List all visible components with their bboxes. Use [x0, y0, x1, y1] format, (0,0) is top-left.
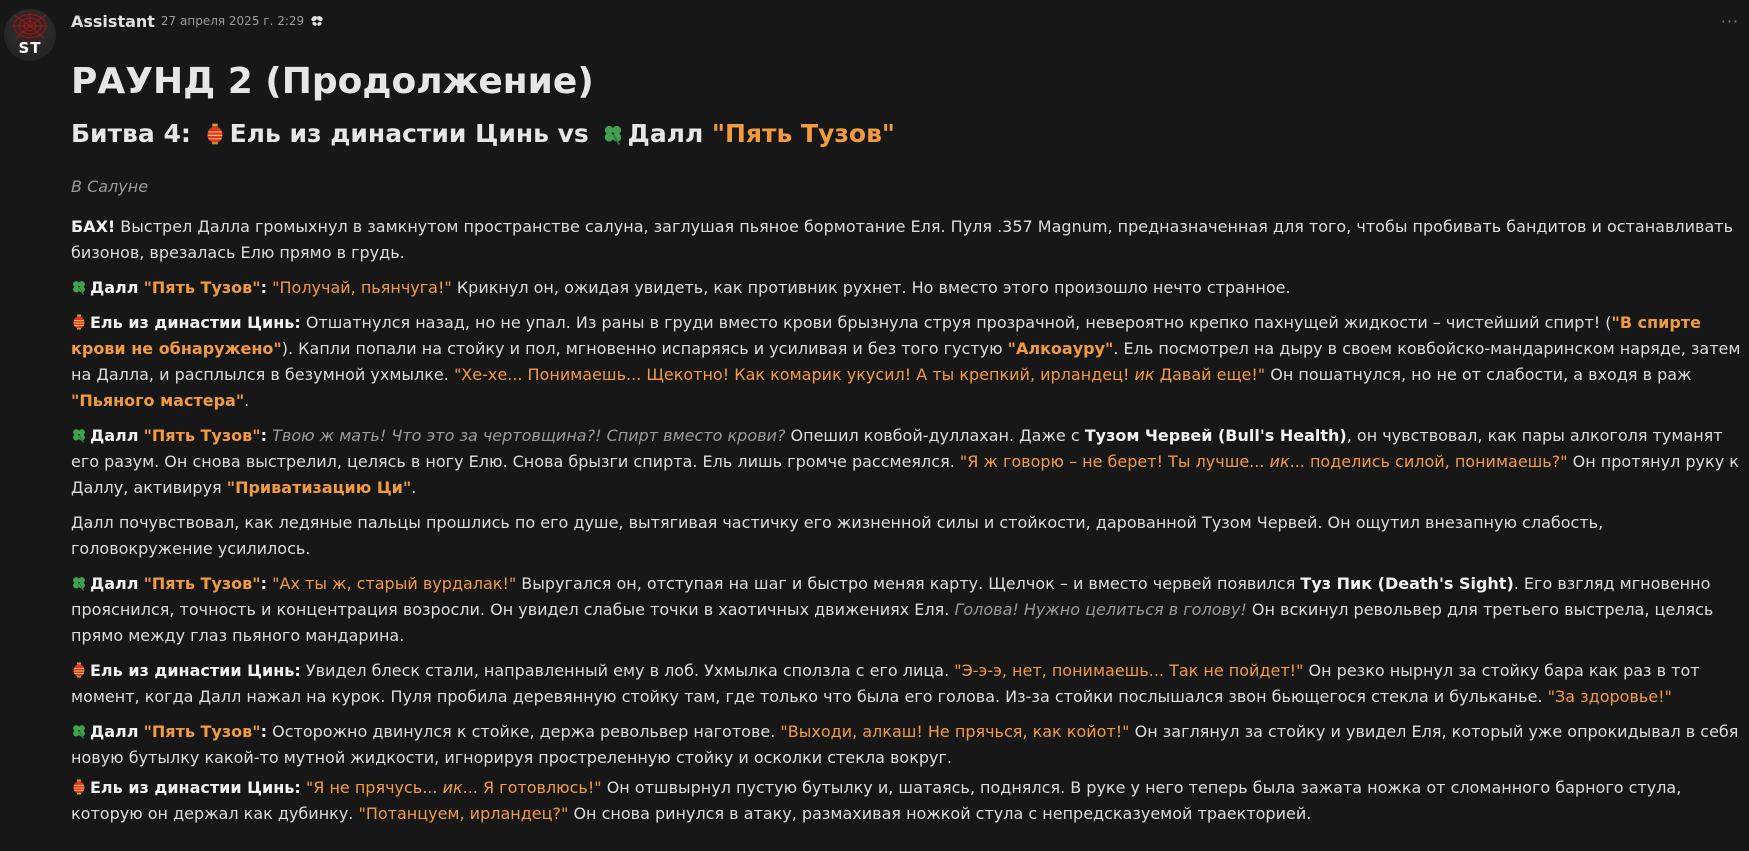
- speaker-dall-nickname: "Пять Тузов": [143, 722, 261, 741]
- paragraph-9: [71, 775, 1741, 827]
- speaker-dall: Далл: [90, 574, 139, 593]
- speaker-colon: :: [260, 574, 268, 593]
- narration: .: [244, 391, 250, 410]
- red-lantern-icon: [204, 123, 226, 145]
- spider-web-icon: [12, 13, 48, 39]
- avatar[interactable]: [4, 9, 56, 61]
- narration: Он отшвырнул пустую бутылку и, шатаясь, поднялся. В руке у него теперь была зажата ножка от сломанного барного стула, которую он держал как дубинку.: [71, 778, 1682, 823]
- paragraph-4: [71, 423, 1741, 501]
- message-timestamp: 27 апреля 2025 г. 2:29: [160, 14, 305, 28]
- term-highlight: "Алкоауру": [1007, 339, 1114, 358]
- fighter-2-name: Далл: [627, 119, 704, 148]
- paragraph-2: [71, 275, 1741, 301]
- message-header: [71, 10, 324, 32]
- message-body: [71, 58, 1741, 827]
- narration: Он заглянул за стойку и увидел Еля, который уже опрокидывал в себя новую бутылку какой-то мутной жидкости, игнорируя простреленную стойку и осколки стекла вокруг.: [71, 722, 1739, 767]
- term-highlight: "В спирте крови не обнаружено": [71, 313, 1701, 358]
- speaker-colon: :: [260, 722, 268, 741]
- narration: Выругался он, отступая на шаг и быстро меняя карту. Щелчок – и вместо червей появился: [516, 574, 1301, 593]
- four-leaf-clover-icon: [602, 123, 624, 145]
- fighter-2-nickname: "Пять Тузов": [712, 119, 895, 148]
- quote-part: "Я не прячусь...: [305, 778, 443, 797]
- dialogue-quote: [960, 452, 1568, 471]
- dialogue-quote: "За здоровье!": [1547, 687, 1672, 706]
- more-options-icon[interactable]: ···: [1720, 12, 1739, 31]
- narration: Осторожно двинулся к стойке, держа револьвер наготове.: [267, 722, 781, 741]
- dialogue-quote: [306, 778, 602, 797]
- branch-icon[interactable]: [310, 14, 324, 28]
- narration: Он резко нырнул за стойку бара как раз в тот момент, когда Далл нажал на курок. Пуля пробила деревянную стойку там, где только что была его голова. Из-за стойки послышался звон бьющегося стекла и бульканье.: [71, 661, 1700, 706]
- narration: Он пошатнулся, но не от слабости, а входя в раж: [1265, 365, 1692, 384]
- narration: Увидел блеск стали, направленный ему в лоб. Ухмылка сползла с его лица.: [300, 661, 955, 680]
- narration: Выстрел Далла громыхнул в замкнутом пространстве салуна, заглушая пьяное бормотание Еля. Пуля .357 Magnum, предназначенная для того, чтобы пробивать бандитов и останавливать бизонов, врезалась Елю прямо в грудь.: [71, 217, 1733, 262]
- red-lantern-icon: [71, 662, 87, 678]
- paragraph-7: [71, 658, 1741, 710]
- term-highlight: "Пьяного мастера": [71, 391, 245, 410]
- versus-label: vs: [557, 119, 589, 148]
- dialogue-quote: [454, 365, 1265, 384]
- four-leaf-clover-icon: [71, 279, 87, 295]
- inner-thought: Твою ж мать! Что это за чертовщина?! Спирт вместо крови?: [272, 426, 786, 445]
- four-leaf-clover-icon: [71, 723, 87, 739]
- quote-part: "Хе-хе... Понимаешь... Щекотно! Как комарик укусил! А ты крепкий, ирландец!: [453, 365, 1135, 384]
- speaker-dall-nickname: "Пять Тузов": [143, 278, 261, 297]
- speaker-dall-nickname: "Пять Тузов": [143, 426, 261, 445]
- round-title: РАУНД 2 (Продолжение): [71, 61, 594, 102]
- narration: , он чувствовал, как пары алкоголя туманят его разум. Он снова выстрелил, целясь в ногу Елю. Снова брызги спирта. Ель лишь громче рассмеялся.: [71, 426, 1723, 471]
- speaker-dall-nickname: "Пять Тузов": [143, 574, 261, 593]
- speaker-el: Ель из династии Цинь:: [90, 313, 301, 332]
- narration: Он снова ринулся в атаку, размахивая ножкой стула с непредсказуемой траекторией.: [568, 804, 1312, 823]
- paragraph-8: [71, 719, 1741, 771]
- narration: Он протянул руку к Даллу, активируя: [71, 452, 1739, 497]
- term-highlight: "Приватизацию Ци": [226, 478, 412, 497]
- narration: ). Капли попали на стойку и пол, мгновенно испаряясь и усиливая и без того густую: [281, 339, 1008, 358]
- narration: . Ель посмотрел на дыру в своем ковбойско-мандаринском наряде, затем на Далла, и расплылся в безумной ухмылке.: [71, 339, 1741, 384]
- paragraph-1: [71, 214, 1741, 266]
- narration: Он вскинул револьвер для третьего выстрела, целясь прямо между глаз пьяного мандарина.: [71, 600, 1714, 645]
- dialogue-quote: "Выходи, алкаш! Не прячься, как койот!": [780, 722, 1130, 741]
- inner-thought: Голова! Нужно целиться в голову!: [954, 600, 1247, 619]
- narration: Крикнул он, ожидая увидеть, как противник рухнет. Но вместо этого произошло нечто странное.: [451, 278, 1291, 297]
- quote-part: ... Я готовлюсь!": [462, 778, 602, 797]
- quote-hiccup: ик: [1269, 452, 1290, 471]
- speaker-el: Ель из династии Цинь:: [90, 661, 301, 680]
- quote-hiccup: ик: [442, 778, 463, 797]
- speaker-colon: :: [260, 278, 268, 297]
- fighter-1-name: Ель из династии Цинь: [229, 119, 549, 148]
- paragraph-6: [71, 571, 1741, 649]
- paragraph-3: [71, 310, 1741, 414]
- speaker-dall: Далл: [90, 278, 139, 297]
- speaker-dall: Далл: [90, 722, 139, 741]
- scene-label: В Салуне: [71, 177, 149, 196]
- quote-part: "Я ж говорю – не берет! Ты лучше...: [959, 452, 1270, 471]
- narration: . Его взгляд мгновенно прояснился, точность и концентрация возросли. Он увидел слабые точки в хаотичных движениях Еля.: [71, 574, 1711, 619]
- bang-text: БАХ!: [71, 217, 116, 236]
- narration: Опешил ковбой-дуллахан. Даже с: [785, 426, 1085, 445]
- dialogue-quote: "Ах ты ж, старый вурдалак!": [272, 574, 517, 593]
- battle-heading: [71, 116, 1741, 152]
- speaker-colon: :: [260, 426, 268, 445]
- author-name: Assistant: [71, 11, 155, 31]
- card-name: Туз Пик (Death's Sight): [1300, 574, 1514, 593]
- battle-prefix: Битва 4:: [71, 119, 191, 148]
- narration: .: [411, 478, 417, 497]
- four-leaf-clover-icon: [71, 575, 87, 591]
- quote-part: ... поделись силой, понимаешь?": [1289, 452, 1568, 471]
- speaker-dall: Далл: [90, 426, 139, 445]
- red-lantern-icon: [71, 314, 87, 330]
- narration: Отшатнулся назад, но не упал. Из раны в груди вместо крови брызнула струя прозрачной, невероятно крепко пахнущей жидкости – чистейший спирт! (: [300, 313, 1612, 332]
- avatar-initials: ST: [18, 39, 42, 57]
- card-name: Тузом Червей (Bull's Health): [1084, 426, 1347, 445]
- red-lantern-icon: [71, 779, 87, 795]
- speaker-el: Ель из династии Цинь:: [90, 778, 301, 797]
- four-leaf-clover-icon: [71, 427, 87, 443]
- quote-hiccup: ик: [1134, 365, 1155, 384]
- quote-part: Давай еще!": [1154, 365, 1266, 384]
- dialogue-quote: "Потанцуем, ирландец?": [358, 804, 569, 823]
- dialogue-quote: "Получай, пьянчуга!": [272, 278, 452, 297]
- dialogue-quote: "Э-э-э, нет, понимаешь... Так не пойдет!": [954, 661, 1304, 680]
- paragraph-5: Далл почувствовал, как ледяные пальцы прошлись по его душе, вытягивая частичку его жизненной силы и стойкости, дарованной Тузом Червей. Он ощутил внезапную слабость, головокружение усилилось.: [71, 513, 1604, 558]
